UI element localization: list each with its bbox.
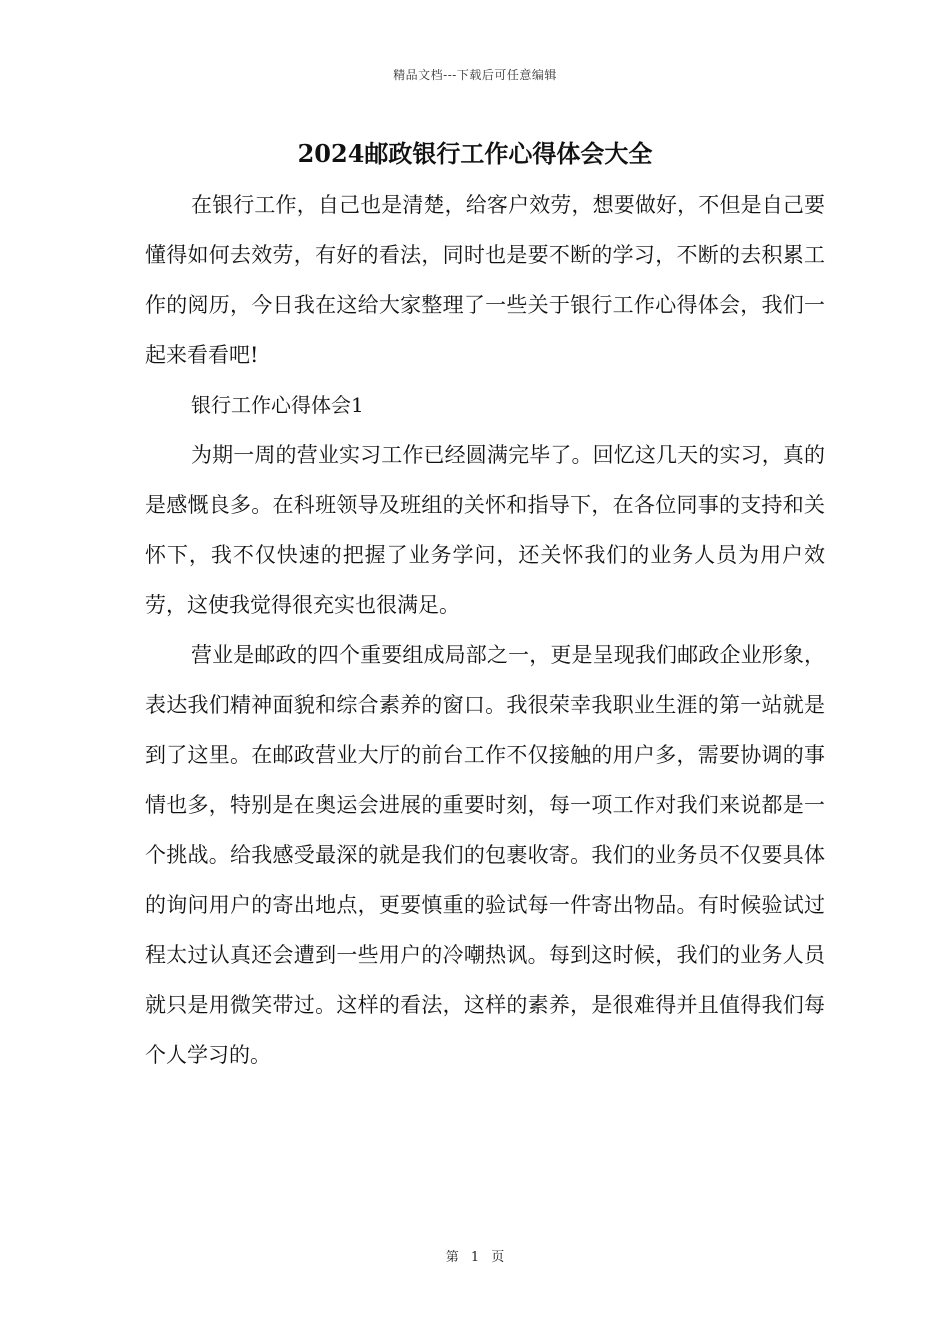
footer-prefix: 第 (445, 1250, 459, 1265)
section-heading: 银行工作心得体会1 (191, 393, 364, 417)
body-paragraph: 为期一周的营业实习工作已经圆满完毕了。回忆这几天的实习，真的是感慨良多。在科班领导及班组的关怀和指导下，在各位同事的支持和关怀下，我不仅快速的把握了业务学问，还关怀我们的业务人员为用户效劳，这使我觉得很充实也很满足。 (145, 443, 825, 617)
page-header: 精品文档---下载后可任意编辑 (393, 68, 557, 82)
body-paragraph: 营业是邮政的四个重要组成局部之一，更是呈现我们邮政企业形象，表达我们精神面貌和综合素养的窗口。我很荣幸我职业生涯的第一站就是到了这里。在邮政营业大厅的前台工作不仅接触的用户多，需要协调的事情也多，特别是在奥运会进展的重要时刻，每一项工作对我们来说都是一个挑战。给我感受最深的就是我们的包裹收寄。我们的业务员不仅要具体的询问用户的寄出地点，更要慎重的验试每一件寄出物品。有时候验试过程太过认真还会遭到一些用户的冷嘲热讽。每到这时候，我们的业务人员就只是用微笑带过。这样的看法，这样的素养，是很难得并且值得我们每个人学习的。 (145, 643, 825, 1067)
page-number: 1 (470, 1250, 480, 1265)
document-title: 2024邮政银行工作心得体会大全 (297, 139, 653, 168)
document-body (145, 180, 825, 1080)
intro-paragraph: 在银行工作，自己也是清楚，给客户效劳，想要做好，不但是自己要懂得如何去效劳，有好的看法，同时也是要不断的学习，不断的去积累工作的阅历，今日我在这给大家整理了一些关于银行工作心得体会，我们一起来看看吧! (145, 193, 825, 367)
footer-suffix: 页 (491, 1250, 505, 1265)
page-footer (0, 1246, 950, 1265)
